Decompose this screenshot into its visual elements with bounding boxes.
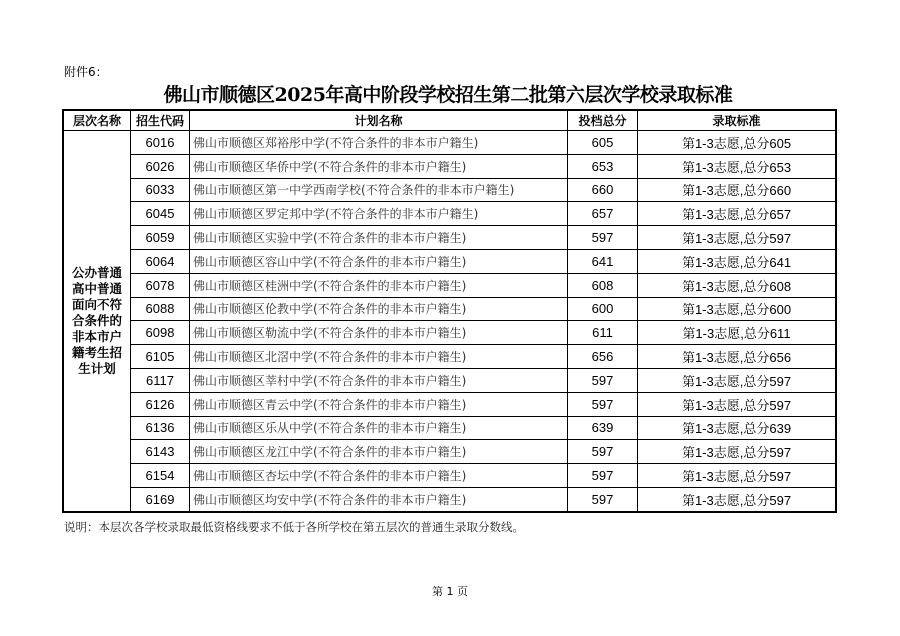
admission-table: [62, 109, 837, 513]
code-cell: 6117: [131, 368, 190, 392]
plan-name-cell: 佛山市顺德区容山中学(不符合条件的非本市户籍生): [190, 249, 568, 273]
code-cell: 6033: [131, 178, 190, 202]
plan-name-cell: 佛山市顺德区杏坛中学(不符合条件的非本市户籍生): [190, 464, 568, 488]
header-code: 招生代码: [131, 110, 190, 131]
code-cell: 6026: [131, 154, 190, 178]
code-cell: 6016: [131, 131, 190, 155]
plan-name-cell: 佛山市顺德区第一中学西南学校(不符合条件的非本市户籍生): [190, 178, 568, 202]
standard-cell: 第1-3志愿,总分597: [638, 368, 837, 392]
table-row: [63, 154, 836, 178]
plan-name-cell: 佛山市顺德区莘村中学(不符合条件的非本市户籍生): [190, 368, 568, 392]
plan-name-cell: 佛山市顺德区龙江中学(不符合条件的非本市户籍生): [190, 440, 568, 464]
plan-name-cell: 佛山市顺德区伦教中学(不符合条件的非本市户籍生): [190, 297, 568, 321]
standard-cell: 第1-3志愿,总分653: [638, 154, 837, 178]
score-cell: 597: [568, 440, 638, 464]
table-row: [63, 297, 836, 321]
table-row: [63, 226, 836, 250]
score-cell: 653: [568, 154, 638, 178]
standard-cell: 第1-3志愿,总分641: [638, 249, 837, 273]
table-row: [63, 440, 836, 464]
plan-name-cell: 佛山市顺德区实验中学(不符合条件的非本市户籍生): [190, 226, 568, 250]
score-cell: 597: [568, 464, 638, 488]
plan-name-cell: 佛山市顺德区均安中学(不符合条件的非本市户籍生): [190, 487, 568, 511]
score-cell: 660: [568, 178, 638, 202]
plan-name-cell: 佛山市顺德区华侨中学(不符合条件的非本市户籍生): [190, 154, 568, 178]
code-cell: 6154: [131, 464, 190, 488]
table-row: [63, 321, 836, 345]
table-row: [63, 202, 836, 226]
score-cell: 656: [568, 345, 638, 369]
table-row: [63, 487, 836, 511]
standard-cell: 第1-3志愿,总分657: [638, 202, 837, 226]
table-row: [63, 368, 836, 392]
table-row: [63, 392, 836, 416]
standard-cell: 第1-3志愿,总分597: [638, 226, 837, 250]
table-header-row: [63, 110, 836, 131]
level-name-cell: 公办普通高中普通面向不符合条件的非本市户籍考生招生计划: [63, 131, 131, 512]
plan-name-cell: 佛山市顺德区罗定邦中学(不符合条件的非本市户籍生): [190, 202, 568, 226]
code-cell: 6045: [131, 202, 190, 226]
header-plan-name: 计划名称: [190, 110, 568, 131]
code-cell: 6064: [131, 249, 190, 273]
page-number: 第 1 页: [432, 585, 468, 598]
standard-cell: 第1-3志愿,总分597: [638, 487, 837, 511]
code-cell: 6088: [131, 297, 190, 321]
table-row: [63, 464, 836, 488]
header-level: 层次名称: [63, 110, 131, 131]
code-cell: 6136: [131, 416, 190, 440]
code-cell: 6098: [131, 321, 190, 345]
score-cell: 600: [568, 297, 638, 321]
plan-name-cell: 佛山市顺德区青云中学(不符合条件的非本市户籍生): [190, 392, 568, 416]
table-row: [63, 345, 836, 369]
attachment-label: 附件6：: [64, 65, 108, 79]
table-row: [63, 273, 836, 297]
score-cell: 597: [568, 368, 638, 392]
standard-cell: 第1-3志愿,总分656: [638, 345, 837, 369]
table-row: [63, 416, 836, 440]
score-cell: 597: [568, 226, 638, 250]
score-cell: 641: [568, 249, 638, 273]
standard-cell: 第1-3志愿,总分639: [638, 416, 837, 440]
code-cell: 6143: [131, 440, 190, 464]
note: 说明：本层次各学校录取最低资格线要求不低于各所学校在第五层次的普通生录取分数线。: [64, 520, 524, 534]
plan-name-cell: 佛山市顺德区乐从中学(不符合条件的非本市户籍生): [190, 416, 568, 440]
standard-cell: 第1-3志愿,总分597: [638, 392, 837, 416]
page-title: 佛山市顺德区2025年高中阶段学校招生第二批第六层次学校录取标准: [163, 84, 733, 106]
plan-name-cell: 佛山市顺德区桂洲中学(不符合条件的非本市户籍生): [190, 273, 568, 297]
score-cell: 611: [568, 321, 638, 345]
standard-cell: 第1-3志愿,总分608: [638, 273, 837, 297]
standard-cell: 第1-3志愿,总分600: [638, 297, 837, 321]
table-row: [63, 249, 836, 273]
code-cell: 6059: [131, 226, 190, 250]
score-cell: 657: [568, 202, 638, 226]
code-cell: 6105: [131, 345, 190, 369]
standard-cell: 第1-3志愿,总分597: [638, 440, 837, 464]
score-cell: 597: [568, 392, 638, 416]
table-row: [63, 131, 836, 155]
score-cell: 597: [568, 487, 638, 511]
score-cell: 639: [568, 416, 638, 440]
standard-cell: 第1-3志愿,总分605: [638, 131, 837, 155]
plan-name-cell: 佛山市顺德区郑裕彤中学(不符合条件的非本市户籍生): [190, 131, 568, 155]
header-standard: 录取标准: [638, 110, 837, 131]
standard-cell: 第1-3志愿,总分660: [638, 178, 837, 202]
plan-name-cell: 佛山市顺德区北滘中学(不符合条件的非本市户籍生): [190, 345, 568, 369]
header-score: 投档总分: [568, 110, 638, 131]
table-row: [63, 178, 836, 202]
code-cell: 6126: [131, 392, 190, 416]
code-cell: 6078: [131, 273, 190, 297]
standard-cell: 第1-3志愿,总分611: [638, 321, 837, 345]
standard-cell: 第1-3志愿,总分597: [638, 464, 837, 488]
score-cell: 608: [568, 273, 638, 297]
plan-name-cell: 佛山市顺德区勒流中学(不符合条件的非本市户籍生): [190, 321, 568, 345]
code-cell: 6169: [131, 487, 190, 511]
score-cell: 605: [568, 131, 638, 155]
